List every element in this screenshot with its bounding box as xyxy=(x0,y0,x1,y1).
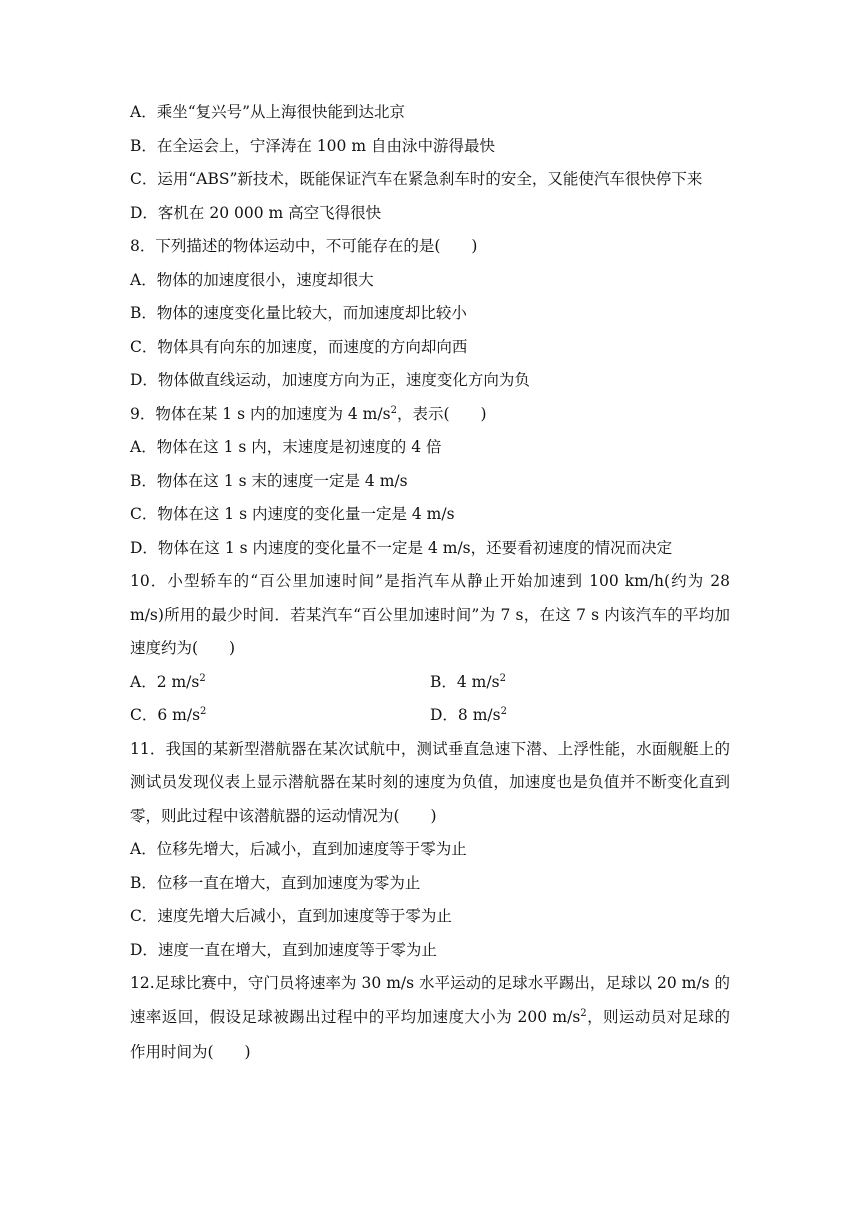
q11-option-d: D．速度一直在增大，直到加速度等于零为止 xyxy=(130,940,437,959)
q9-stem-text: 9．物体在某 1 s 内的加速度为 4 m/s xyxy=(130,404,391,423)
q10-option-c xyxy=(130,699,430,733)
q10-option-b xyxy=(430,666,730,700)
q10-option-a-text: A．2 m/s xyxy=(130,672,200,691)
q8-stem: 8．下列描述的物体运动中，不可能存在的是( ) xyxy=(130,237,478,255)
q10-options-row-2 xyxy=(130,699,730,733)
q9-stem xyxy=(130,398,730,432)
q9-option-b: B．物体在这 1 s 末的速度一定是 4 m/s xyxy=(130,471,408,490)
q9-option-d: D．物体在这 1 s 内速度的变化量不一定是 4 m/s，还要看初速度的情况而决定 xyxy=(130,538,673,557)
q11-stem: 11．我国的某新型潜航器在某次试航中，测试垂直急速下潜、上浮性能，水面舰艇上的测试员发现仪表上显示潜航器在某时刻的速度为负值，加速度也是负值并不断变化直到零，则此过程中该潜航器的运动情况为( ) xyxy=(130,739,730,825)
q12-stem-exponent: 2 xyxy=(580,1007,587,1019)
q9-stem-tail: ，表示( ) xyxy=(396,404,487,423)
q9-option-c: C．物体在这 1 s 内速度的变化量一定是 4 m/s xyxy=(130,505,455,523)
q11-option-c: C．速度先增大后减小，直到加速度等于零为止 xyxy=(130,907,452,925)
q7-option-b: B．在全运会上，宁泽涛在 100 m 自由泳中游得最快 xyxy=(130,136,495,155)
q10-stem: 10．小型轿车的“百公里加速时间”是指汽车从静止开始加速到 100 km/h(约为 28 m/s)所用的最少时间．若某汽车“百公里加速时间”为 7 s，在这 7 s 内该汽车的平均加速度约为( ) xyxy=(130,572,730,657)
q12-stem xyxy=(130,967,730,1070)
q10-option-d-exponent: 2 xyxy=(500,706,507,717)
q8-option-b: B．物体的速度变化量比较大，而加速度却比较小 xyxy=(130,304,467,322)
q12-stem-tail: ，则运动员对足球的作用时间为( ) xyxy=(130,1007,730,1061)
q8-option-a: A．物体的加速度很小，速度却很大 xyxy=(130,270,374,289)
q10-option-c-text: C．6 m/s xyxy=(130,706,201,724)
q7-option-c: C．运用“ABS”新技术，既能保证汽车在紧急刹车时的安全，又能使汽车很快停下来 xyxy=(130,170,703,188)
q8-option-c: C．物体具有向东的加速度，而速度的方向却向西 xyxy=(130,337,468,356)
q10-option-c-exponent: 2 xyxy=(200,706,207,717)
q12-stem-text: 12.足球比赛中，守门员将速率为 30 m/s 水平运动的足球水平踢出，足球以 20 m/s 的速率返回，假设足球被踢出过程中的平均加速度大小为 200 m/s xyxy=(130,974,730,1026)
q10-option-a-exponent: 2 xyxy=(199,672,206,684)
q7-option-a: A．乘坐“复兴号”从上海很快能到达北京 xyxy=(130,103,406,121)
q11-option-b: B．位移一直在增大，直到加速度为零为止 xyxy=(130,873,421,892)
q11-option-a: A．位移先增大，后减小，直到加速度等于零为止 xyxy=(130,840,467,858)
q10-option-d-text: D．8 m/s xyxy=(430,706,501,724)
q10-option-b-text: B．4 m/s xyxy=(430,672,500,691)
q10-option-b-exponent: 2 xyxy=(499,672,506,684)
q8-option-d: D．物体做直线运动，加速度方向为正，速度变化方向为负 xyxy=(130,371,530,389)
q10-option-a xyxy=(130,666,430,700)
q9-stem-exponent: 2 xyxy=(390,404,397,416)
q9-option-a: A．物体在这 1 s 内，末速度是初速度的 4 倍 xyxy=(130,438,442,456)
q10-option-d xyxy=(430,699,730,733)
q10-options-row-1 xyxy=(130,666,730,700)
q7-option-d: D．客机在 20 000 m 高空飞得很快 xyxy=(130,203,382,222)
